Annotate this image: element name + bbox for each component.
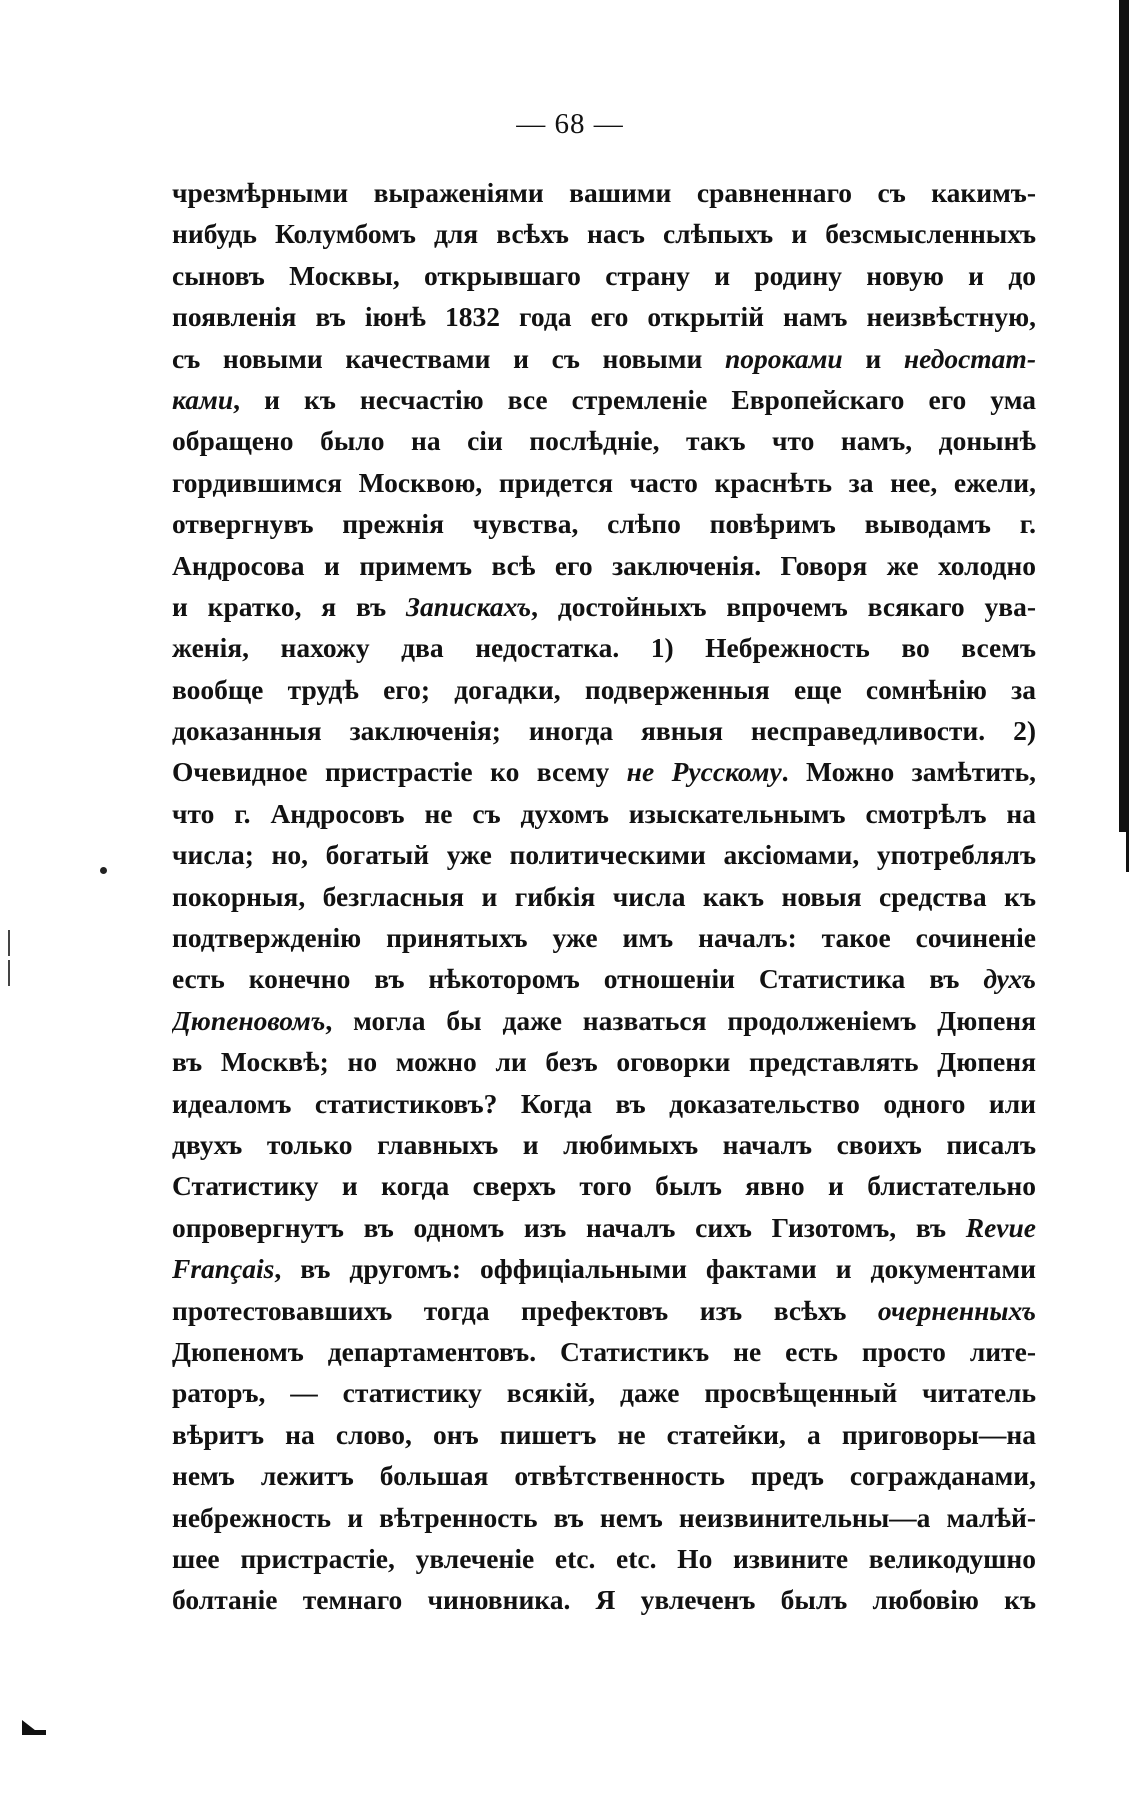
text-line: что г. Андросовъ не съ духомъ изыскательнымъ смотрѣлъ на bbox=[172, 797, 1036, 829]
text-line: ками, и къ несчастію все стремленіе Европейскаго его ума bbox=[172, 383, 1036, 415]
text-line: нибудь Колумбомъ для всѣхъ насъ слѣпыхъ и безсмысленныхъ bbox=[172, 218, 1036, 250]
text-line: Français, въ другомъ: оффиціальными фактами и документами bbox=[172, 1253, 1036, 1285]
text-line: Статистику и когда сверхъ того былъ явно и блистательно bbox=[172, 1170, 1036, 1202]
text-line: чрезмѣрными выраженіями вашими сравненнаго съ какимъ- bbox=[172, 177, 1036, 208]
text-line: гордившимся Москвою, придется часто краснѣть за нее, ежели, bbox=[172, 466, 1036, 498]
text-line: съ новыми качествами и съ новыми пороками и недостат- bbox=[172, 342, 1036, 374]
text-line: раторъ, — статистику всякій, даже просвѣщенный читатель bbox=[172, 1377, 1036, 1409]
text-line: есть конечно въ нѣкоторомъ отношеніи Статистика въ духъ bbox=[172, 963, 1036, 995]
margin-mark bbox=[100, 867, 107, 874]
text-line: и кратко, я въ Запискахъ, достойныхъ впрочемъ всякаго ува- bbox=[172, 590, 1036, 622]
text-line: сыновъ Москвы, открывшаго страну и родину новую и до bbox=[172, 259, 1036, 291]
text-line: подтвержденію принятыхъ уже имъ началъ: такое сочиненіе bbox=[172, 922, 1036, 954]
margin-tick bbox=[8, 930, 10, 956]
text-line: идеаломъ статистиковъ? Когда въ доказательство одного или bbox=[172, 1087, 1036, 1119]
text-line: небрежность и вѣтренность въ немъ неизвинительны—а малѣй- bbox=[172, 1501, 1036, 1533]
text-line: Андросова и примемъ всѣ его заключенія. Говоря же холодно bbox=[172, 549, 1036, 581]
text-line: Дюпеномъ департаментовъ. Статистикъ не есть просто лите- bbox=[172, 1335, 1036, 1367]
body-text bbox=[172, 172, 1036, 1621]
scan-edge-shadow-tail bbox=[1126, 832, 1129, 872]
page-number: — 68 — bbox=[516, 108, 624, 140]
text-line: вообще трудѣ его; догадки, подверженныя еще сомнѣнію за bbox=[172, 673, 1036, 705]
margin-tick bbox=[8, 960, 10, 986]
text-line: опровергнутъ въ одномъ изъ началъ сихъ Гизотомъ, въ Revue bbox=[172, 1211, 1036, 1243]
text-line: протестовавшихъ тогда префектовъ изъ всѣхъ очерненныхъ bbox=[172, 1294, 1036, 1326]
text-line: числа; но, богатый уже политическими аксіомами, употреблялъ bbox=[172, 839, 1036, 871]
corner-mark-base bbox=[22, 1730, 46, 1735]
text-line: доказанныя заключенія; иногда явныя несправедливости. 2) bbox=[172, 715, 1036, 747]
text-line: покорныя, безгласныя и гибкія числа какъ новыя средства къ bbox=[172, 880, 1036, 912]
text-line: шее пристрастіе, увлеченіе etc. etc. Но извините великодушно bbox=[172, 1542, 1036, 1574]
text-line: обращено было на сіи послѣдніе, такъ что намъ, донынѣ bbox=[172, 425, 1036, 457]
text-line: вѣритъ на слово, онъ пишетъ не статейки, а приговоры—на bbox=[172, 1418, 1036, 1450]
text-line: немъ лежитъ большая отвѣтственность предъ согражданами, bbox=[172, 1460, 1036, 1492]
text-line: отвергнувъ прежнія чувства, слѣпо повѣримъ выводамъ г. bbox=[172, 508, 1036, 540]
text-line: Дюпеновомъ, могла бы даже назваться продолженіемъ Дюпеня bbox=[172, 1004, 1036, 1036]
text-line: Очевидное пристрастіе ко всему не Русскому. Можно замѣтить, bbox=[172, 756, 1036, 788]
text-line: женія, нахожу два недостатка. 1) Небрежность во всемъ bbox=[172, 632, 1036, 664]
text-line: появленія въ іюнѣ 1832 года его открытій намъ неизвѣстную, bbox=[172, 301, 1036, 333]
text-line: въ Москвѣ; но можно ли безъ оговорки представлять Дюпеня bbox=[172, 1046, 1036, 1078]
text-line: двухъ только главныхъ и любимыхъ началъ своихъ писалъ bbox=[172, 1128, 1036, 1160]
text-line: болтаніе темнаго чиновника. Я увлеченъ былъ любовію къ bbox=[172, 1584, 1036, 1616]
